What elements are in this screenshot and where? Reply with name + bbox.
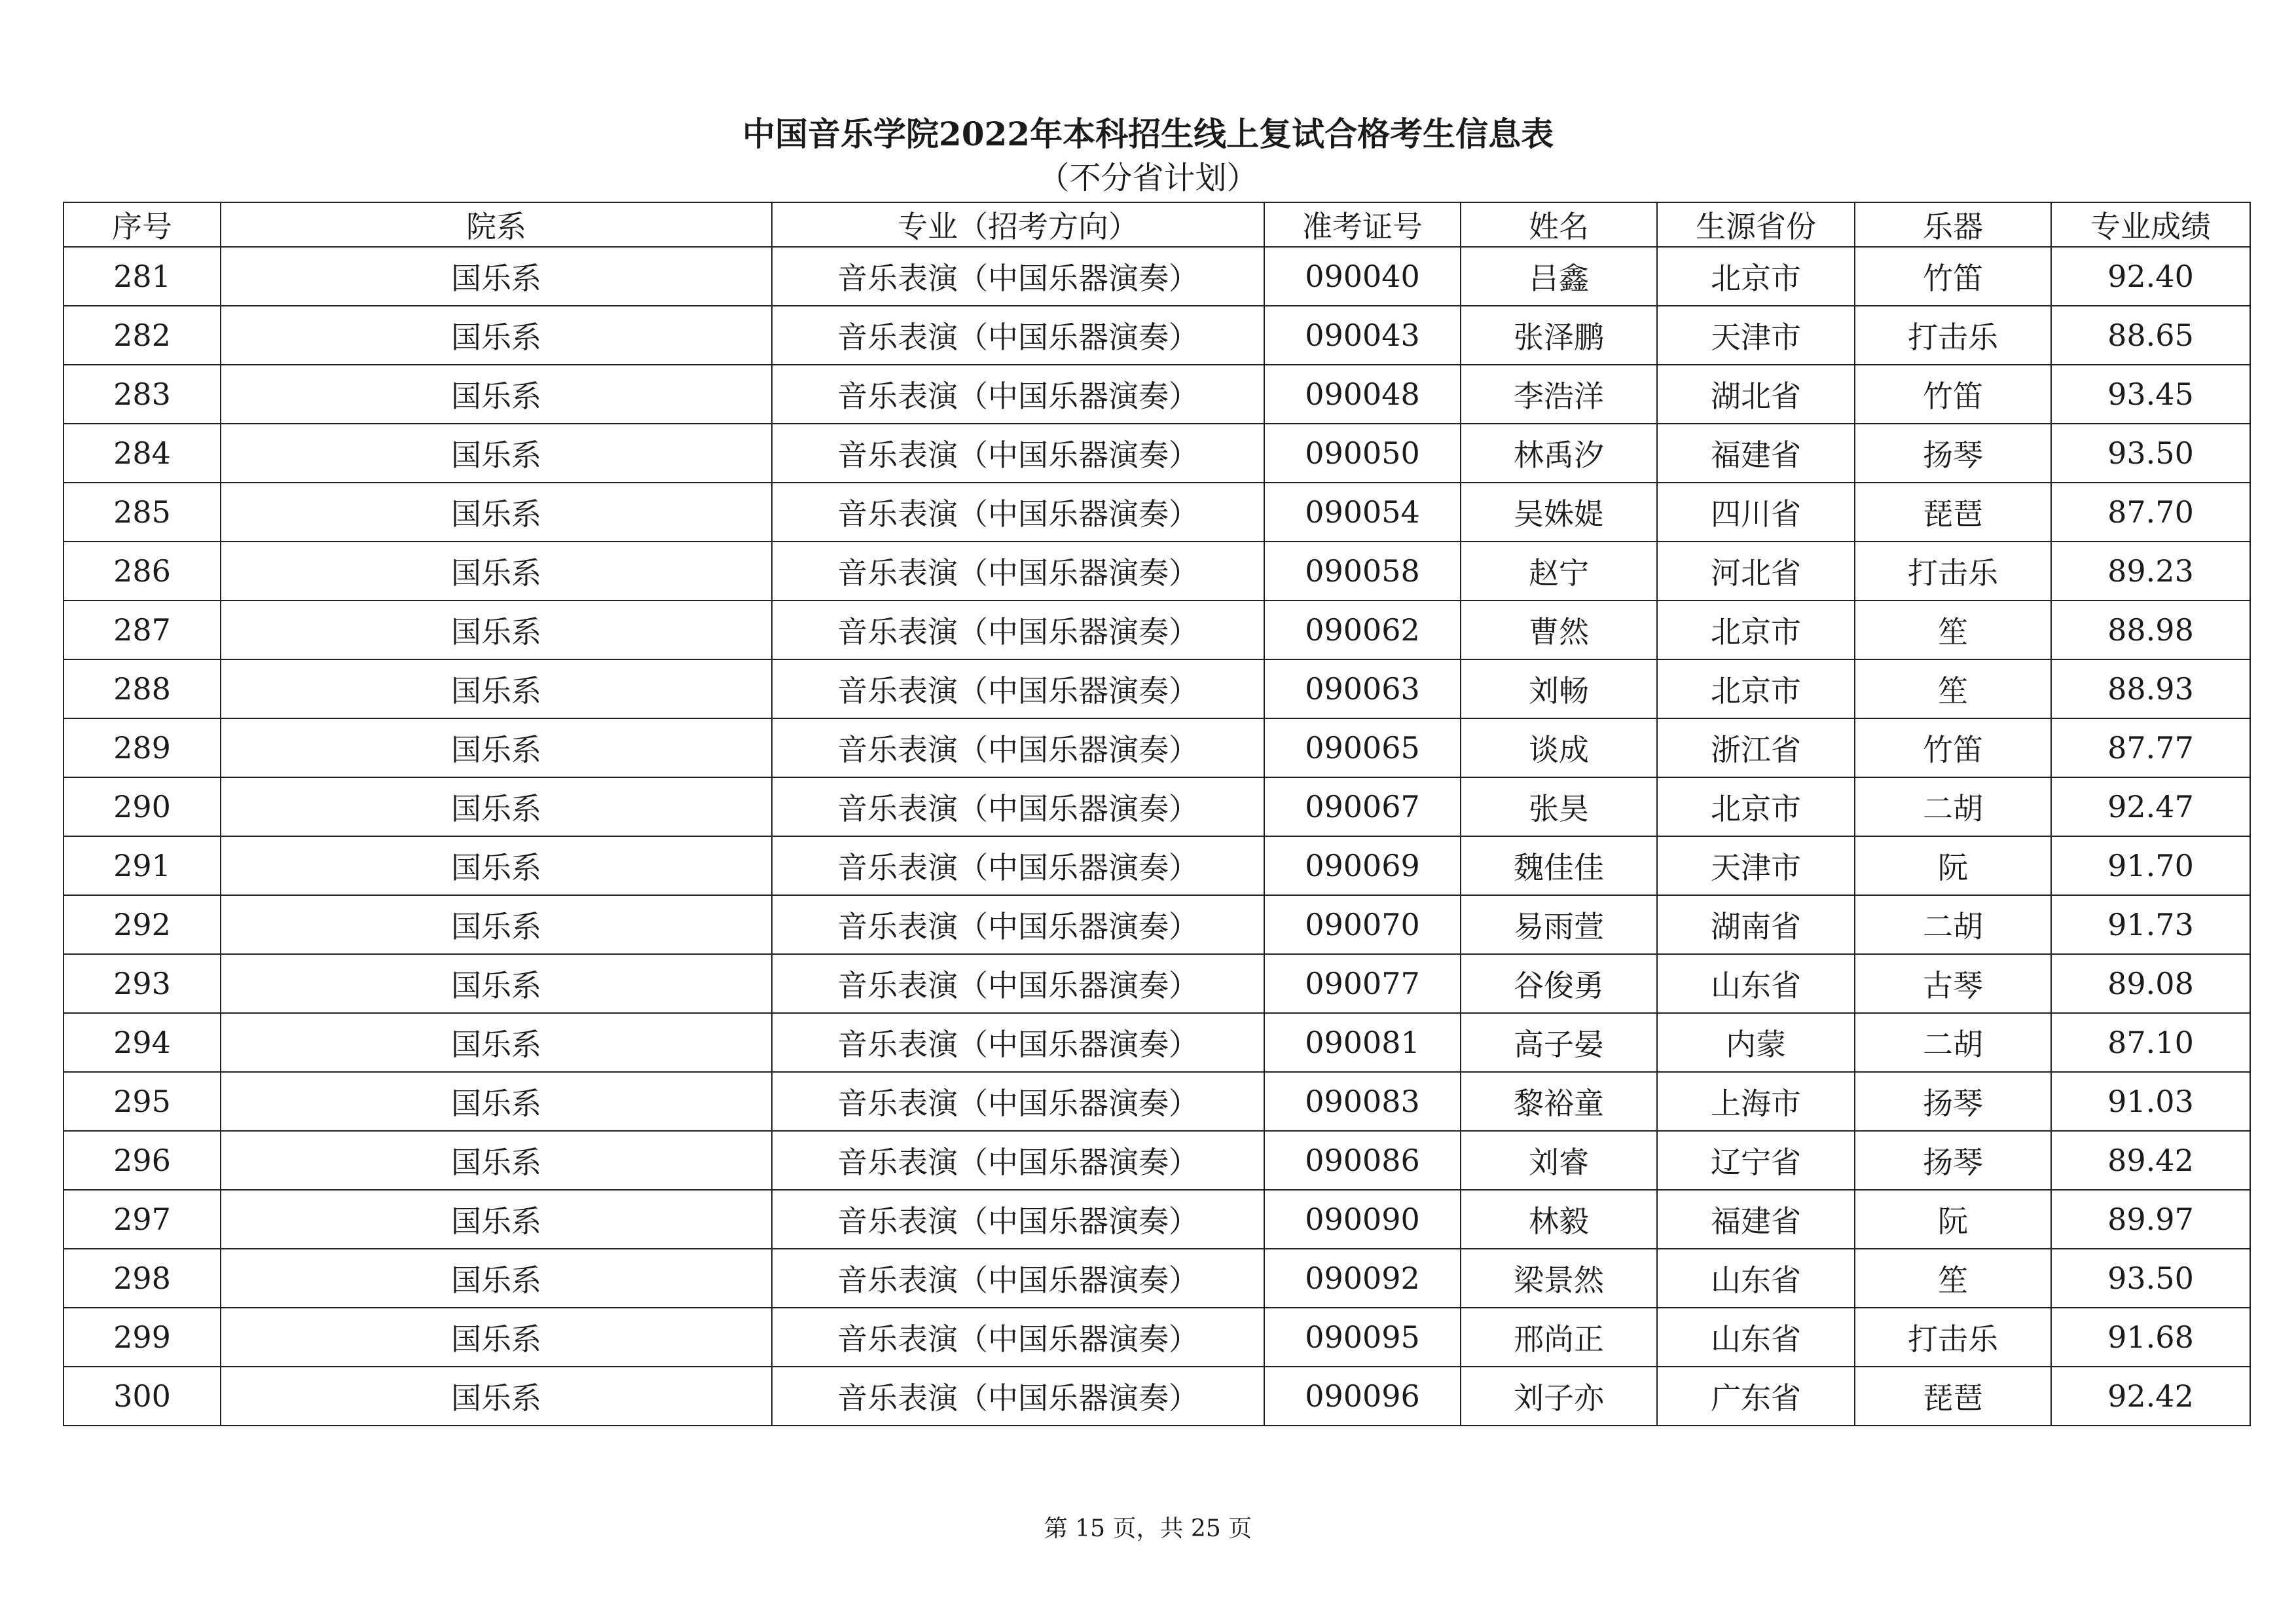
cell-serial-number: 299 — [64, 1308, 221, 1367]
cell-name: 谈成 — [1461, 718, 1657, 777]
cell-serial-number: 290 — [64, 777, 221, 836]
cell-serial-number: 294 — [64, 1013, 221, 1072]
cell-instrument: 二胡 — [1855, 777, 2051, 836]
cell-major: 音乐表演（中国乐器演奏） — [772, 1249, 1264, 1308]
cell-score: 91.70 — [2051, 836, 2250, 895]
cell-instrument: 竹笛 — [1855, 247, 2051, 306]
cell-major: 音乐表演（中国乐器演奏） — [772, 365, 1264, 424]
cell-admission-ticket: 090070 — [1264, 895, 1461, 954]
cell-name: 黎裕童 — [1461, 1072, 1657, 1131]
cell-major: 音乐表演（中国乐器演奏） — [772, 659, 1264, 718]
cell-score: 89.23 — [2051, 542, 2250, 600]
cell-department: 国乐系 — [221, 777, 772, 836]
table-row — [64, 542, 2250, 600]
candidate-table — [63, 202, 2251, 1426]
cell-serial-number: 283 — [64, 365, 221, 424]
cell-province: 北京市 — [1657, 247, 1855, 306]
cell-major: 音乐表演（中国乐器演奏） — [772, 954, 1264, 1013]
cell-department: 国乐系 — [221, 600, 772, 659]
document-title: 中国音乐学院2022年本科招生线上复试合格考生信息表 — [742, 115, 1554, 153]
cell-province: 四川省 — [1657, 483, 1855, 542]
cell-major: 音乐表演（中国乐器演奏） — [772, 483, 1264, 542]
cell-score: 91.68 — [2051, 1308, 2250, 1367]
cell-name: 吕鑫 — [1461, 247, 1657, 306]
cell-department: 国乐系 — [221, 424, 772, 483]
cell-serial-number: 282 — [64, 306, 221, 365]
table-body — [64, 247, 2250, 1426]
cell-department: 国乐系 — [221, 718, 772, 777]
header-admission-ticket: 准考证号 — [1264, 202, 1461, 247]
table-header-row — [64, 202, 2250, 247]
cell-score: 93.45 — [2051, 365, 2250, 424]
cell-department: 国乐系 — [221, 659, 772, 718]
cell-name: 梁景然 — [1461, 1249, 1657, 1308]
cell-name: 曹然 — [1461, 600, 1657, 659]
cell-province: 福建省 — [1657, 1190, 1855, 1249]
cell-score: 92.42 — [2051, 1367, 2250, 1426]
cell-serial-number: 289 — [64, 718, 221, 777]
cell-serial-number: 287 — [64, 600, 221, 659]
cell-instrument: 二胡 — [1855, 895, 2051, 954]
cell-department: 国乐系 — [221, 895, 772, 954]
header-name: 姓名 — [1461, 202, 1657, 247]
cell-score: 93.50 — [2051, 424, 2250, 483]
cell-admission-ticket: 090040 — [1264, 247, 1461, 306]
cell-admission-ticket: 090077 — [1264, 954, 1461, 1013]
cell-admission-ticket: 090050 — [1264, 424, 1461, 483]
cell-instrument: 阮 — [1855, 836, 2051, 895]
cell-province: 天津市 — [1657, 306, 1855, 365]
cell-department: 国乐系 — [221, 483, 772, 542]
cell-major: 音乐表演（中国乐器演奏） — [772, 718, 1264, 777]
table-row — [64, 365, 2250, 424]
cell-instrument: 二胡 — [1855, 1013, 2051, 1072]
table-row — [64, 1308, 2250, 1367]
cell-department: 国乐系 — [221, 1308, 772, 1367]
cell-department: 国乐系 — [221, 1013, 772, 1072]
cell-name: 李浩洋 — [1461, 365, 1657, 424]
cell-instrument: 阮 — [1855, 1190, 2051, 1249]
cell-province: 广东省 — [1657, 1367, 1855, 1426]
cell-serial-number: 284 — [64, 424, 221, 483]
cell-department: 国乐系 — [221, 1072, 772, 1131]
cell-name: 刘子亦 — [1461, 1367, 1657, 1426]
cell-instrument: 打击乐 — [1855, 542, 2051, 600]
header-department: 院系 — [221, 202, 772, 247]
cell-name: 张昊 — [1461, 777, 1657, 836]
cell-admission-ticket: 090083 — [1264, 1072, 1461, 1131]
cell-department: 国乐系 — [221, 954, 772, 1013]
cell-major: 音乐表演（中国乐器演奏） — [772, 895, 1264, 954]
cell-province: 辽宁省 — [1657, 1131, 1855, 1190]
cell-score: 89.97 — [2051, 1190, 2250, 1249]
cell-instrument: 扬琴 — [1855, 1131, 2051, 1190]
cell-name: 魏佳佳 — [1461, 836, 1657, 895]
cell-major: 音乐表演（中国乐器演奏） — [772, 1367, 1264, 1426]
cell-major: 音乐表演（中国乐器演奏） — [772, 1190, 1264, 1249]
cell-major: 音乐表演（中国乐器演奏） — [772, 1013, 1264, 1072]
cell-major: 音乐表演（中国乐器演奏） — [772, 836, 1264, 895]
cell-admission-ticket: 090063 — [1264, 659, 1461, 718]
cell-score: 89.08 — [2051, 954, 2250, 1013]
cell-province: 湖北省 — [1657, 365, 1855, 424]
cell-name: 谷俊勇 — [1461, 954, 1657, 1013]
cell-admission-ticket: 090043 — [1264, 306, 1461, 365]
cell-admission-ticket: 090067 — [1264, 777, 1461, 836]
header-score: 专业成绩 — [2051, 202, 2250, 247]
table-row — [64, 1249, 2250, 1308]
cell-admission-ticket: 090090 — [1264, 1190, 1461, 1249]
cell-score: 88.98 — [2051, 600, 2250, 659]
header-major: 专业（招考方向） — [772, 202, 1264, 247]
table-row — [64, 836, 2250, 895]
cell-admission-ticket: 090054 — [1264, 483, 1461, 542]
cell-score: 87.10 — [2051, 1013, 2250, 1072]
cell-instrument: 笙 — [1855, 1249, 2051, 1308]
cell-name: 张泽鹏 — [1461, 306, 1657, 365]
cell-name: 刘畅 — [1461, 659, 1657, 718]
table-row — [64, 247, 2250, 306]
table-row — [64, 483, 2250, 542]
cell-admission-ticket: 090092 — [1264, 1249, 1461, 1308]
header-instrument: 乐器 — [1855, 202, 2051, 247]
table-row — [64, 306, 2250, 365]
cell-department: 国乐系 — [221, 1190, 772, 1249]
cell-province: 山东省 — [1657, 1308, 1855, 1367]
cell-major: 音乐表演（中国乐器演奏） — [772, 424, 1264, 483]
table-row — [64, 718, 2250, 777]
cell-serial-number: 281 — [64, 247, 221, 306]
cell-major: 音乐表演（中国乐器演奏） — [772, 1308, 1264, 1367]
cell-serial-number: 288 — [64, 659, 221, 718]
cell-score: 92.47 — [2051, 777, 2250, 836]
cell-serial-number: 296 — [64, 1131, 221, 1190]
table-row — [64, 424, 2250, 483]
table-row — [64, 1367, 2250, 1426]
cell-instrument: 琵琶 — [1855, 1367, 2051, 1426]
table-row — [64, 1131, 2250, 1190]
table-row — [64, 777, 2250, 836]
cell-score: 87.70 — [2051, 483, 2250, 542]
cell-instrument: 琵琶 — [1855, 483, 2051, 542]
table-row — [64, 1190, 2250, 1249]
cell-admission-ticket: 090096 — [1264, 1367, 1461, 1426]
header-serial-number: 序号 — [64, 202, 221, 247]
cell-major: 音乐表演（中国乐器演奏） — [772, 1131, 1264, 1190]
cell-instrument: 古琴 — [1855, 954, 2051, 1013]
cell-province: 天津市 — [1657, 836, 1855, 895]
cell-admission-ticket: 090081 — [1264, 1013, 1461, 1072]
cell-major: 音乐表演（中国乐器演奏） — [772, 777, 1264, 836]
table-row — [64, 600, 2250, 659]
cell-province: 山东省 — [1657, 954, 1855, 1013]
cell-score: 88.93 — [2051, 659, 2250, 718]
cell-instrument: 扬琴 — [1855, 1072, 2051, 1131]
cell-province: 北京市 — [1657, 600, 1855, 659]
cell-score: 88.65 — [2051, 306, 2250, 365]
cell-province: 山东省 — [1657, 1249, 1855, 1308]
table-row — [64, 659, 2250, 718]
table-row — [64, 954, 2250, 1013]
cell-score: 93.50 — [2051, 1249, 2250, 1308]
cell-name: 刘睿 — [1461, 1131, 1657, 1190]
cell-instrument: 笙 — [1855, 600, 2051, 659]
cell-name: 吴姝媞 — [1461, 483, 1657, 542]
document-subtitle: （不分省计划） — [1038, 160, 1258, 196]
cell-department: 国乐系 — [221, 306, 772, 365]
cell-instrument: 打击乐 — [1855, 1308, 2051, 1367]
cell-name: 林禹汐 — [1461, 424, 1657, 483]
cell-serial-number: 285 — [64, 483, 221, 542]
cell-department: 国乐系 — [221, 836, 772, 895]
cell-department: 国乐系 — [221, 1367, 772, 1426]
cell-major: 音乐表演（中国乐器演奏） — [772, 600, 1264, 659]
cell-name: 易雨萱 — [1461, 895, 1657, 954]
cell-province: 河北省 — [1657, 542, 1855, 600]
cell-instrument: 笙 — [1855, 659, 2051, 718]
cell-department: 国乐系 — [221, 542, 772, 600]
cell-province: 福建省 — [1657, 424, 1855, 483]
cell-serial-number: 298 — [64, 1249, 221, 1308]
cell-serial-number: 300 — [64, 1367, 221, 1426]
cell-department: 国乐系 — [221, 365, 772, 424]
cell-admission-ticket: 090062 — [1264, 600, 1461, 659]
table-row — [64, 1013, 2250, 1072]
cell-major: 音乐表演（中国乐器演奏） — [772, 247, 1264, 306]
cell-admission-ticket: 090069 — [1264, 836, 1461, 895]
cell-admission-ticket: 090086 — [1264, 1131, 1461, 1190]
cell-instrument: 扬琴 — [1855, 424, 2051, 483]
cell-serial-number: 297 — [64, 1190, 221, 1249]
cell-province: 湖南省 — [1657, 895, 1855, 954]
cell-score: 87.77 — [2051, 718, 2250, 777]
cell-score: 89.42 — [2051, 1131, 2250, 1190]
table-row — [64, 895, 2250, 954]
cell-name: 林毅 — [1461, 1190, 1657, 1249]
cell-name: 高子晏 — [1461, 1013, 1657, 1072]
cell-serial-number: 291 — [64, 836, 221, 895]
cell-serial-number: 295 — [64, 1072, 221, 1131]
cell-serial-number: 292 — [64, 895, 221, 954]
cell-major: 音乐表演（中国乐器演奏） — [772, 306, 1264, 365]
cell-province: 北京市 — [1657, 777, 1855, 836]
cell-admission-ticket: 090048 — [1264, 365, 1461, 424]
table-row — [64, 1072, 2250, 1131]
cell-instrument: 打击乐 — [1855, 306, 2051, 365]
cell-admission-ticket: 090058 — [1264, 542, 1461, 600]
cell-name: 邢尚正 — [1461, 1308, 1657, 1367]
cell-serial-number: 293 — [64, 954, 221, 1013]
cell-score: 91.73 — [2051, 895, 2250, 954]
cell-province: 北京市 — [1657, 659, 1855, 718]
cell-name: 赵宁 — [1461, 542, 1657, 600]
cell-serial-number: 286 — [64, 542, 221, 600]
cell-department: 国乐系 — [221, 1131, 772, 1190]
cell-admission-ticket: 090095 — [1264, 1308, 1461, 1367]
cell-admission-ticket: 090065 — [1264, 718, 1461, 777]
cell-instrument: 竹笛 — [1855, 365, 2051, 424]
cell-major: 音乐表演（中国乐器演奏） — [772, 1072, 1264, 1131]
cell-department: 国乐系 — [221, 247, 772, 306]
cell-province: 上海市 — [1657, 1072, 1855, 1131]
cell-department: 国乐系 — [221, 1249, 772, 1308]
cell-score: 92.40 — [2051, 247, 2250, 306]
page-number: 第 15 页，共 25 页 — [1044, 1515, 1252, 1542]
header-province: 生源省份 — [1657, 202, 1855, 247]
cell-province: 浙江省 — [1657, 718, 1855, 777]
cell-score: 91.03 — [2051, 1072, 2250, 1131]
cell-province: 内蒙 — [1657, 1013, 1855, 1072]
cell-instrument: 竹笛 — [1855, 718, 2051, 777]
cell-major: 音乐表演（中国乐器演奏） — [772, 542, 1264, 600]
